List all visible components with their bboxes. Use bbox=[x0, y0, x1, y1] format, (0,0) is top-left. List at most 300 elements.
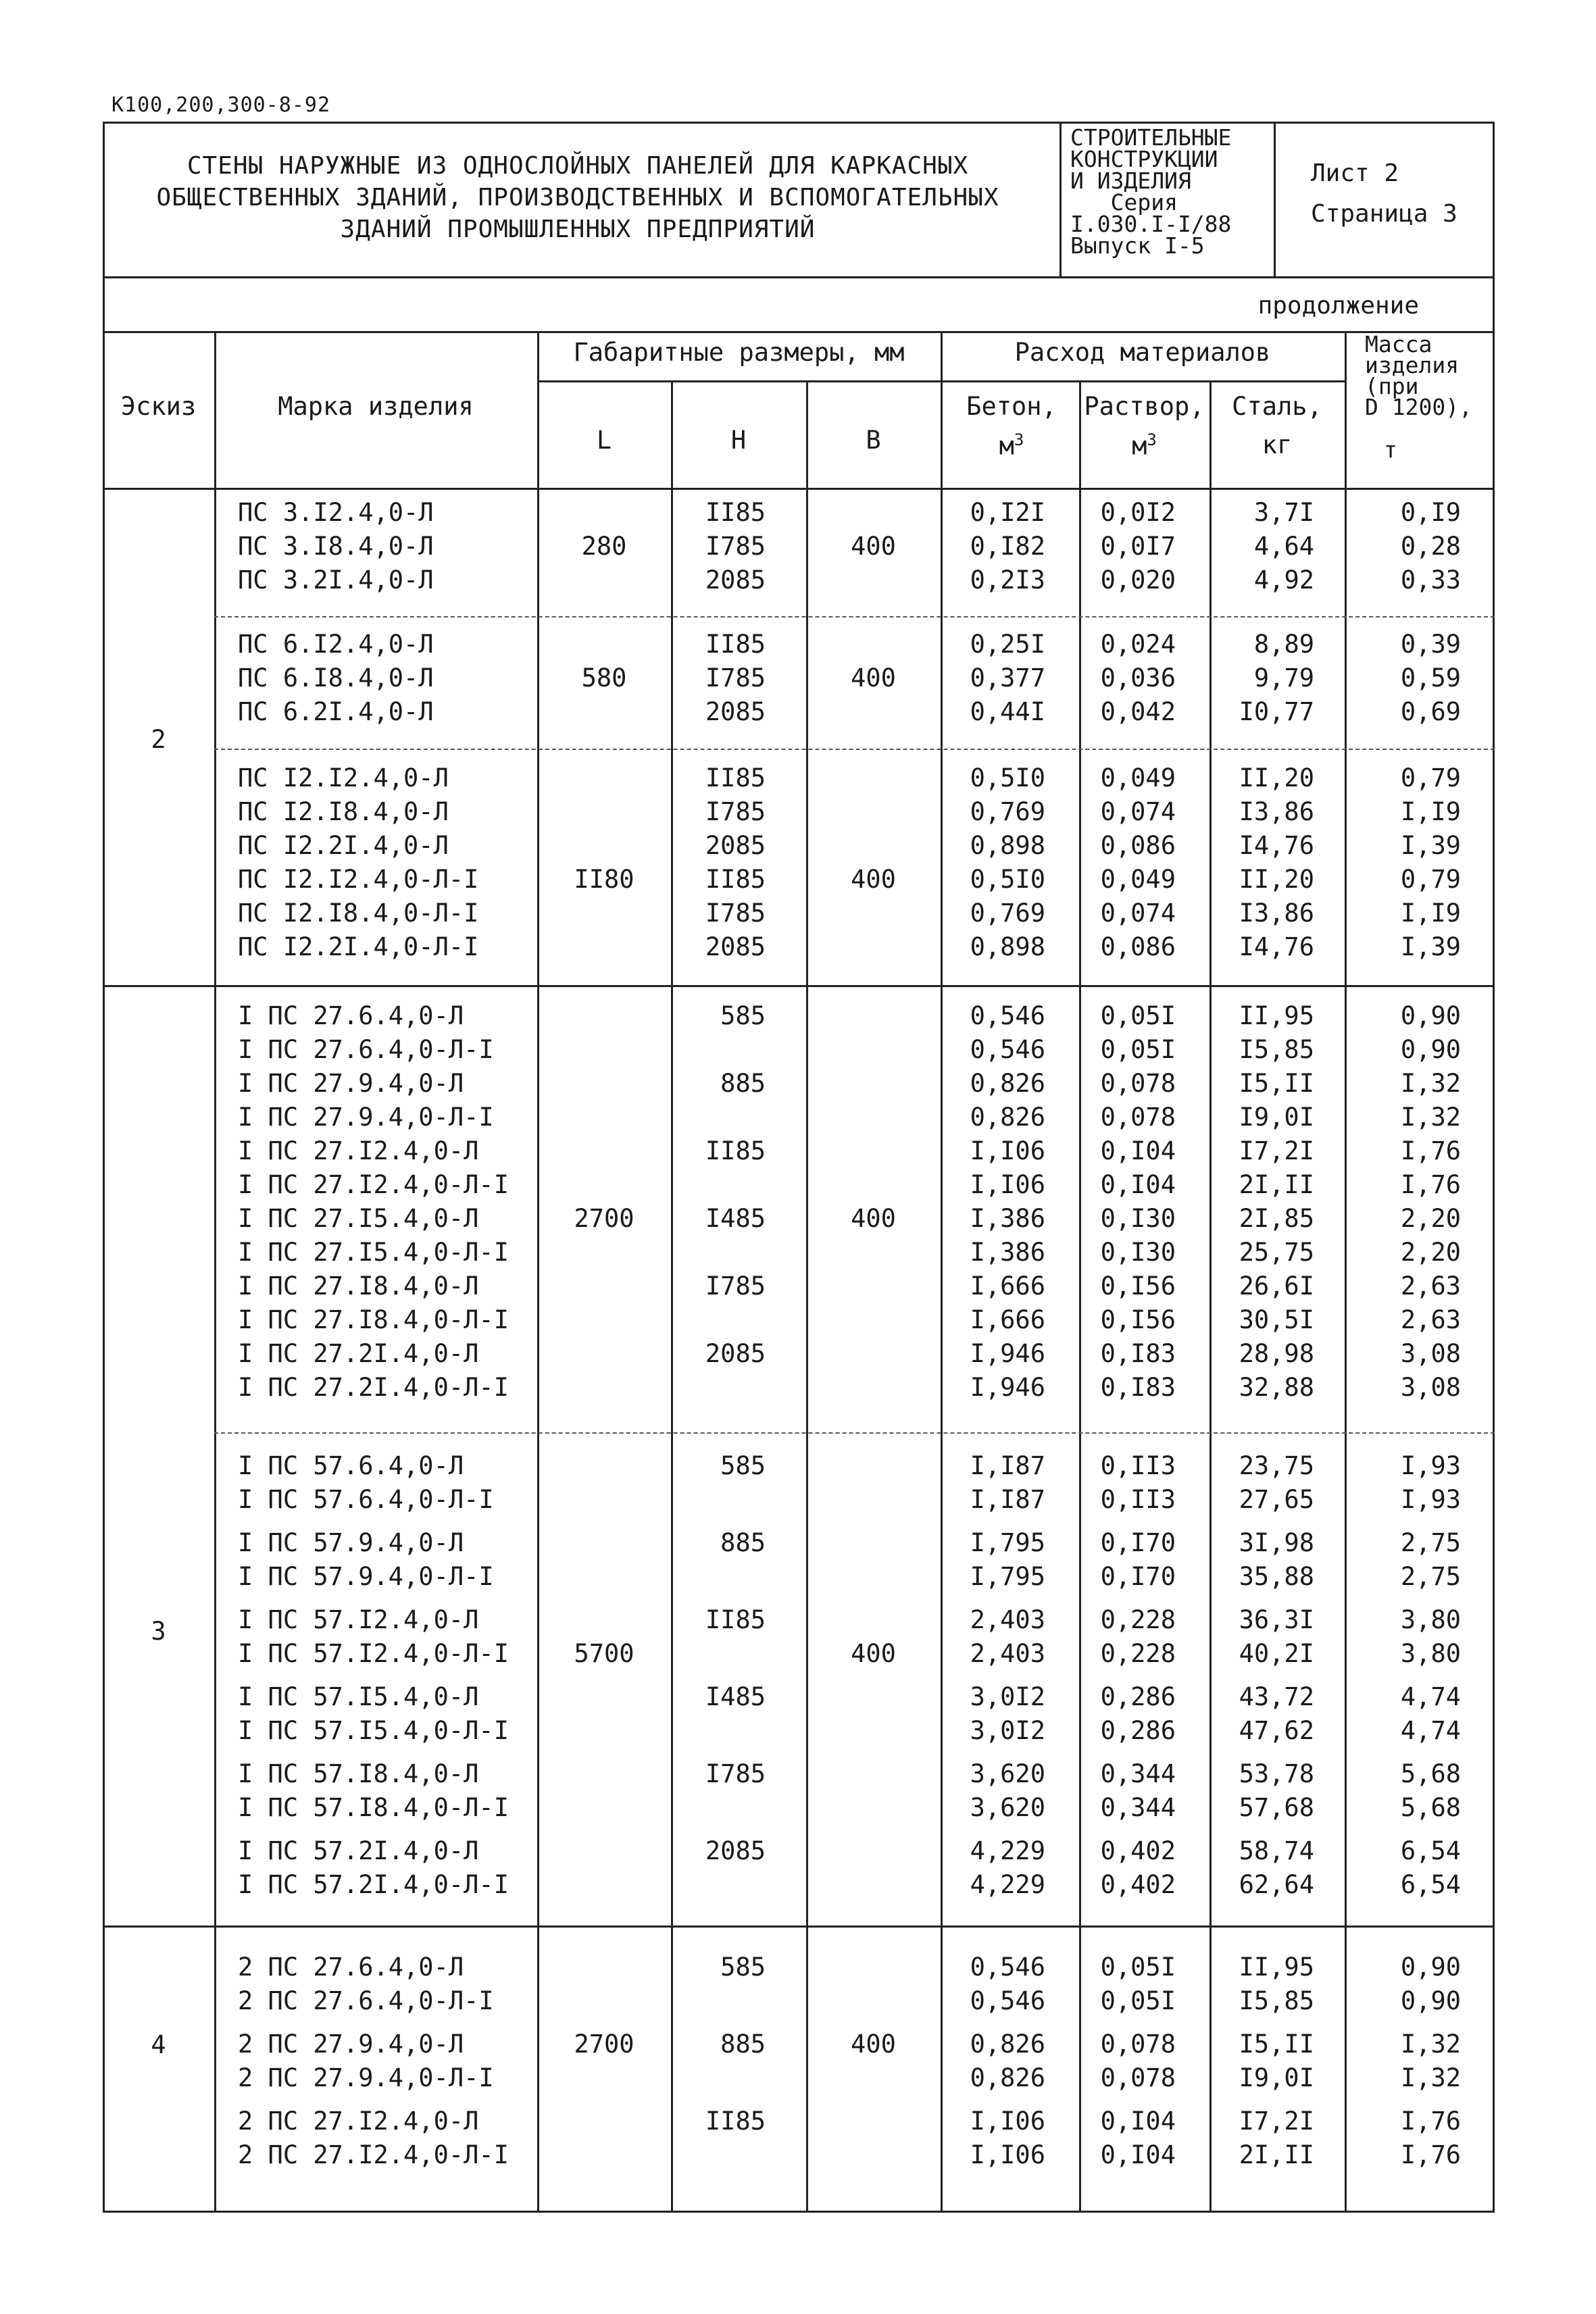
concrete-cell: I,386 bbox=[970, 1204, 1045, 1233]
concrete-cell: 0,769 bbox=[970, 899, 1045, 928]
h-cell: 585 bbox=[720, 1451, 766, 1480]
h-cell: II85 bbox=[705, 2107, 766, 2136]
h-cell: 2085 bbox=[705, 932, 766, 961]
mark-cell: 2 ПС 27.6.4,0-Л-I bbox=[238, 1986, 494, 2015]
mortar-cell: 0,286 bbox=[1100, 1716, 1176, 1745]
mass-cell: 3,08 bbox=[1400, 1339, 1461, 1368]
h-cell: 585 bbox=[720, 1001, 766, 1030]
concrete-cell: I,795 bbox=[970, 1528, 1045, 1557]
title-line: ОБЩЕСТВЕННЫХ ЗДАНИЙ, ПРОИЗВОДСТВЕННЫХ И ВСПОМОГАТЕЛЬНЫХ bbox=[156, 184, 999, 211]
mark-cell: I ПС 27.9.4,0-Л-I bbox=[238, 1103, 494, 1132]
steel-cell: I7,2I bbox=[1239, 2107, 1314, 2136]
mark-cell: I ПС 27.2I.4,0-Л bbox=[238, 1339, 479, 1368]
mass-cell: 4,74 bbox=[1400, 1682, 1461, 1711]
mass-cell: 0,79 bbox=[1400, 763, 1461, 793]
steel-cell: 3,7I bbox=[1253, 498, 1314, 527]
series-line: И ИЗДЕЛИЯ bbox=[1070, 168, 1191, 194]
title-divider-2 bbox=[1274, 122, 1276, 278]
mark-cell: ПС 6.I8.4,0-Л bbox=[238, 663, 434, 693]
steel-cell: II,95 bbox=[1239, 1001, 1314, 1030]
mass-cell: I,I9 bbox=[1400, 797, 1461, 826]
header-mass bbox=[1345, 331, 1495, 463]
series-info bbox=[1070, 124, 1232, 259]
h-cell: I785 bbox=[705, 663, 766, 693]
mark-cell: I ПС 57.6.4,0-Л bbox=[238, 1451, 464, 1480]
concrete-cell: I,386 bbox=[970, 1238, 1045, 1267]
concrete-cell: 0,546 bbox=[970, 1035, 1045, 1064]
h-cell: 2085 bbox=[705, 1836, 766, 1865]
mark-cell: I ПС 57.I2.4,0-Л bbox=[238, 1605, 479, 1634]
steel-cell: 4,64 bbox=[1253, 532, 1314, 561]
steel-cell: 27,65 bbox=[1239, 1485, 1314, 1514]
mortar-cell: 0,05I bbox=[1100, 1035, 1176, 1064]
mass-cell: 0,I9 bbox=[1400, 498, 1461, 527]
mortar-cell: 0,I83 bbox=[1100, 1373, 1176, 1402]
header-L: L bbox=[596, 426, 612, 455]
steel-cell: I5,II bbox=[1239, 2030, 1314, 2059]
mass-cell: 3,80 bbox=[1400, 1605, 1461, 1634]
concrete-cell: 0,826 bbox=[970, 1103, 1045, 1132]
mark-cell: I ПС 57.2I.4,0-Л-I bbox=[238, 1870, 509, 1899]
header-mortar bbox=[1079, 392, 1210, 460]
mortar-cell: 0,I04 bbox=[1100, 1170, 1176, 1199]
concrete-cell: 2,403 bbox=[970, 1639, 1045, 1668]
mortar-cell: 0,049 bbox=[1100, 763, 1176, 793]
steel-cell: I5,II bbox=[1239, 1069, 1314, 1098]
mortar-cell: 0,II3 bbox=[1100, 1485, 1176, 1514]
mass-cell: 0,90 bbox=[1400, 1001, 1461, 1030]
h-cell: II85 bbox=[705, 865, 766, 894]
mass-cell: 0,28 bbox=[1400, 532, 1461, 561]
mass-cell: 0,33 bbox=[1400, 565, 1461, 595]
document-title bbox=[108, 150, 1047, 245]
steel-cell: II,20 bbox=[1239, 763, 1314, 793]
mark-cell: 2 ПС 27.6.4,0-Л bbox=[238, 1953, 464, 1982]
steel-cell: I5,85 bbox=[1239, 1986, 1314, 2015]
mark-cell: I ПС 27.I8.4,0-Л bbox=[238, 1272, 479, 1301]
mark-cell: ПС I2.2I.4,0-Л bbox=[238, 831, 449, 860]
mortar-cell: 0,036 bbox=[1100, 663, 1176, 693]
concrete-cell: 3,0I2 bbox=[970, 1682, 1045, 1711]
mortar-cell: 0,I56 bbox=[1100, 1272, 1176, 1301]
header-mass-line: D 1200), bbox=[1365, 394, 1472, 420]
mortar-cell: 0,402 bbox=[1100, 1836, 1176, 1865]
mark-cell: ПС 6.I2.4,0-Л bbox=[238, 630, 434, 659]
mass-cell: I,39 bbox=[1400, 932, 1461, 961]
mass-cell: 2,20 bbox=[1400, 1238, 1461, 1267]
mark-cell: ПС I2.I8.4,0-Л bbox=[238, 797, 449, 826]
l-cell: 2700 bbox=[574, 2030, 634, 2059]
title-line: ЗДАНИЙ ПРОМЫШЛЕННЫХ ПРЕДПРИЯТИЙ bbox=[340, 216, 816, 243]
col-line-mark bbox=[537, 331, 539, 2213]
mass-cell: I,32 bbox=[1400, 1069, 1461, 1098]
col-line-H bbox=[806, 380, 808, 2213]
mass-cell: I,32 bbox=[1400, 2063, 1461, 2092]
mass-cell: 2,20 bbox=[1400, 1204, 1461, 1233]
mortar-cell: 0,078 bbox=[1100, 2063, 1176, 2092]
steel-cell: 2I,85 bbox=[1239, 1204, 1314, 1233]
mortar-cell: 0,086 bbox=[1100, 831, 1176, 860]
mark-cell: I ПС 27.I5.4,0-Л-I bbox=[238, 1238, 509, 1267]
concrete-cell: I,I87 bbox=[970, 1485, 1045, 1514]
h-cell: II85 bbox=[705, 1136, 766, 1165]
sheet-number: Лист 2 bbox=[1311, 159, 1399, 187]
h-cell: 2085 bbox=[705, 831, 766, 860]
mortar-cell: 0,I83 bbox=[1100, 1339, 1176, 1368]
steel-cell: 2I,II bbox=[1239, 1170, 1314, 1199]
l-cell: 580 bbox=[581, 663, 627, 693]
mass-cell: I,93 bbox=[1400, 1451, 1461, 1480]
mortar-cell: 0,078 bbox=[1100, 2030, 1176, 2059]
mortar-cell: 0,I04 bbox=[1100, 1136, 1176, 1165]
l-cell: II80 bbox=[574, 865, 634, 894]
group-separator bbox=[214, 1432, 1495, 1434]
steel-cell: I4,76 bbox=[1239, 932, 1314, 961]
steel-cell: I9,0I bbox=[1239, 1103, 1314, 1132]
mark-cell: I ПС 57.6.4,0-Л-I bbox=[238, 1485, 494, 1514]
sketch-cell: 4 bbox=[151, 2030, 166, 2059]
mark-cell: I ПС 27.9.4,0-Л bbox=[238, 1069, 464, 1098]
header-mass-line: (при bbox=[1365, 373, 1419, 399]
steel-cell: II,20 bbox=[1239, 865, 1314, 894]
group-separator bbox=[214, 616, 1495, 618]
mortar-cell: 0,086 bbox=[1100, 932, 1176, 961]
mass-cell: 2,63 bbox=[1400, 1272, 1461, 1301]
steel-cell: 4,92 bbox=[1253, 565, 1314, 595]
mortar-cell: 0,I70 bbox=[1100, 1528, 1176, 1557]
steel-cell: 23,75 bbox=[1239, 1451, 1314, 1480]
mark-cell: I ПС 27.6.4,0-Л-I bbox=[238, 1035, 494, 1064]
concrete-cell: 0,I2I bbox=[970, 498, 1045, 527]
series-line: КОНСТРУКЦИИ bbox=[1070, 146, 1218, 172]
mortar-cell: 0,II3 bbox=[1100, 1451, 1176, 1480]
steel-cell: I9,0I bbox=[1239, 2063, 1314, 2092]
steel-cell: 47,62 bbox=[1239, 1716, 1314, 1745]
steel-cell: I0,77 bbox=[1239, 697, 1314, 726]
h-cell: I485 bbox=[705, 1682, 766, 1711]
steel-cell: I4,76 bbox=[1239, 831, 1314, 860]
steel-cell: 32,88 bbox=[1239, 1373, 1314, 1402]
mark-cell: 2 ПС 27.9.4,0-Л-I bbox=[238, 2063, 494, 2092]
mass-cell: 5,68 bbox=[1400, 1759, 1461, 1788]
mark-cell: I ПС 27.I2.4,0-Л bbox=[238, 1136, 479, 1165]
concrete-cell: 2,403 bbox=[970, 1605, 1045, 1634]
steel-cell: 62,64 bbox=[1239, 1870, 1314, 1899]
steel-cell: 30,5I bbox=[1239, 1305, 1314, 1334]
mortar-cell: 0,344 bbox=[1100, 1793, 1176, 1822]
header-mass-line: т bbox=[1384, 436, 1397, 463]
h-cell: II85 bbox=[705, 763, 766, 793]
steel-cell: 2I,II bbox=[1239, 2140, 1314, 2169]
col-line-sketch bbox=[214, 331, 216, 2213]
mark-cell: ПС 3.I8.4,0-Л bbox=[238, 532, 434, 561]
steel-cell: 9,79 bbox=[1253, 663, 1314, 693]
mortar-cell: 0,286 bbox=[1100, 1682, 1176, 1711]
header-concrete-unit: $м^3$ bbox=[999, 430, 1024, 461]
concrete-cell: 3,620 bbox=[970, 1759, 1045, 1788]
mortar-cell: 0,0I2 bbox=[1100, 498, 1176, 527]
mass-cell: 0,90 bbox=[1400, 1986, 1461, 2015]
mark-cell: I ПС 27.2I.4,0-Л-I bbox=[238, 1373, 509, 1402]
mark-cell: I ПС 27.I2.4,0-Л-I bbox=[238, 1170, 509, 1199]
steel-cell: 58,74 bbox=[1239, 1836, 1314, 1865]
mass-cell: I,76 bbox=[1400, 2107, 1461, 2136]
header-bottom-line bbox=[103, 488, 1495, 490]
header-concrete bbox=[944, 392, 1079, 460]
concrete-cell: 0,I82 bbox=[970, 532, 1045, 561]
mark-cell: ПС I2.I2.4,0-Л bbox=[238, 763, 449, 793]
mark-cell: I ПС 57.9.4,0-Л-I bbox=[238, 1562, 494, 1591]
mass-cell: 0,90 bbox=[1400, 1035, 1461, 1064]
mass-cell: 0,79 bbox=[1400, 865, 1461, 894]
mortar-cell: 0,042 bbox=[1100, 697, 1176, 726]
concrete-cell: 0,377 bbox=[970, 663, 1045, 693]
mortar-cell: 0,I30 bbox=[1100, 1238, 1176, 1267]
mass-cell: 0,90 bbox=[1400, 1953, 1461, 1982]
h-cell: 2085 bbox=[705, 697, 766, 726]
header-B: B bbox=[866, 426, 881, 455]
mortar-cell: 0,05I bbox=[1100, 1001, 1176, 1030]
mortar-cell: 0,05I bbox=[1100, 1953, 1176, 1982]
col-line-materials bbox=[1345, 331, 1347, 2213]
header-steel-unit: кг bbox=[1262, 430, 1293, 459]
steel-cell: 53,78 bbox=[1239, 1759, 1314, 1788]
h-cell: I785 bbox=[705, 1759, 766, 1788]
concrete-cell: 0,546 bbox=[970, 1986, 1045, 2015]
mortar-cell: 0,402 bbox=[1100, 1870, 1176, 1899]
concrete-cell: I,666 bbox=[970, 1272, 1045, 1301]
b-cell: 400 bbox=[851, 1204, 896, 1233]
mark-cell: ПС 6.2I.4,0-Л bbox=[238, 697, 434, 726]
steel-cell: 36,3I bbox=[1239, 1605, 1314, 1634]
mark-cell: I ПС 57.I5.4,0-Л-I bbox=[238, 1716, 509, 1745]
concrete-cell: 4,229 bbox=[970, 1836, 1045, 1865]
mark-cell: I ПС 27.6.4,0-Л bbox=[238, 1001, 464, 1030]
mark-cell: I ПС 27.I8.4,0-Л-I bbox=[238, 1305, 509, 1334]
concrete-cell: 4,229 bbox=[970, 1870, 1045, 1899]
group-separator bbox=[103, 985, 1495, 987]
mass-cell: 0,39 bbox=[1400, 630, 1461, 659]
concrete-cell: 0,546 bbox=[970, 1001, 1045, 1030]
mortar-cell: 0,078 bbox=[1100, 1069, 1176, 1098]
h-cell: I785 bbox=[705, 899, 766, 928]
mass-cell: 5,68 bbox=[1400, 1793, 1461, 1822]
mortar-cell: 0,228 bbox=[1100, 1639, 1176, 1668]
b-cell: 400 bbox=[851, 2030, 896, 2059]
mass-cell: I,I9 bbox=[1400, 899, 1461, 928]
mark-cell: 2 ПС 27.I2.4,0-Л bbox=[238, 2107, 479, 2136]
h-cell: 885 bbox=[720, 1069, 766, 1098]
mass-cell: 4,74 bbox=[1400, 1716, 1461, 1745]
concrete-cell: I,795 bbox=[970, 1562, 1045, 1591]
page-number: Страница 3 bbox=[1311, 200, 1457, 228]
concrete-cell: 0,826 bbox=[970, 2030, 1045, 2059]
header-materials: Расход материалов bbox=[1014, 338, 1271, 367]
h-cell: I785 bbox=[705, 532, 766, 561]
mortar-cell: 0,0I7 bbox=[1100, 532, 1176, 561]
mark-cell: I ПС 57.9.4,0-Л bbox=[238, 1528, 464, 1557]
mass-cell: 2,63 bbox=[1400, 1305, 1461, 1334]
h-cell: 2085 bbox=[705, 565, 766, 595]
header-concrete-label: Бетон, bbox=[966, 392, 1057, 421]
header-top-line bbox=[103, 331, 1495, 333]
concrete-cell: 0,25I bbox=[970, 630, 1045, 659]
mortar-cell: 0,020 bbox=[1100, 565, 1176, 595]
sketch-cell: 2 bbox=[151, 725, 166, 754]
sketch-cell: 3 bbox=[151, 1617, 166, 1646]
mark-cell: I ПС 57.I5.4,0-Л bbox=[238, 1682, 479, 1711]
mortar-cell: 0,024 bbox=[1100, 630, 1176, 659]
mass-cell: 6,54 bbox=[1400, 1836, 1461, 1865]
series-line: Серия bbox=[1070, 189, 1178, 216]
concrete-cell: 0,898 bbox=[970, 831, 1045, 860]
concrete-cell: 0,769 bbox=[970, 797, 1045, 826]
mark-cell: I ПС 27.I5.4,0-Л bbox=[238, 1204, 479, 1233]
mass-cell: 0,69 bbox=[1400, 697, 1461, 726]
steel-cell: 25,75 bbox=[1239, 1238, 1314, 1267]
steel-cell: 57,68 bbox=[1239, 1793, 1314, 1822]
mark-cell: 2 ПС 27.I2.4,0-Л-I bbox=[238, 2140, 509, 2169]
mortar-cell: 0,078 bbox=[1100, 1103, 1176, 1132]
group-separator bbox=[103, 1926, 1495, 1928]
concrete-cell: I,946 bbox=[970, 1339, 1045, 1368]
mass-cell: 2,75 bbox=[1400, 1562, 1461, 1591]
header-H: H bbox=[730, 426, 747, 455]
mass-cell: 2,75 bbox=[1400, 1528, 1461, 1557]
concrete-cell: 3,0I2 bbox=[970, 1716, 1045, 1745]
mark-cell: I ПС 57.I8.4,0-Л-I bbox=[238, 1793, 509, 1822]
concrete-cell: 0,2I3 bbox=[970, 565, 1045, 595]
concrete-cell: I,946 bbox=[970, 1373, 1045, 1402]
mark-cell: ПС I2.I8.4,0-Л-I bbox=[238, 899, 479, 928]
mortar-cell: 0,228 bbox=[1100, 1605, 1176, 1634]
concrete-cell: 0,826 bbox=[970, 1069, 1045, 1098]
steel-cell: I7,2I bbox=[1239, 1136, 1314, 1165]
concrete-cell: I,I06 bbox=[970, 1170, 1045, 1199]
header-mark: Марка изделия bbox=[278, 392, 474, 421]
mortar-cell: 0,I30 bbox=[1100, 1204, 1176, 1233]
mass-cell: I,93 bbox=[1400, 1485, 1461, 1514]
concrete-cell: I,I06 bbox=[970, 2107, 1045, 2136]
mortar-cell: 0,05I bbox=[1100, 1986, 1176, 2015]
steel-cell: 8,89 bbox=[1253, 630, 1314, 659]
series-line: I.030.I-I/88 bbox=[1070, 211, 1232, 237]
concrete-cell: I,I06 bbox=[970, 1136, 1045, 1165]
header-mass-line: изделия bbox=[1365, 352, 1460, 378]
mass-cell: I,76 bbox=[1400, 2140, 1461, 2169]
title-divider-1 bbox=[1059, 122, 1062, 278]
l-cell: 5700 bbox=[574, 1639, 634, 1668]
concrete-cell: 0,5I0 bbox=[970, 865, 1045, 894]
mark-cell: 2 ПС 27.9.4,0-Л bbox=[238, 2030, 464, 2059]
mark-cell: ПС 3.I2.4,0-Л bbox=[238, 498, 434, 527]
mark-cell: I ПС 57.2I.4,0-Л bbox=[238, 1836, 479, 1865]
steel-cell: II,95 bbox=[1239, 1953, 1314, 1982]
series-line: Выпуск I-5 bbox=[1070, 232, 1205, 259]
steel-cell: 3I,98 bbox=[1239, 1528, 1314, 1557]
h-cell: 885 bbox=[720, 1528, 766, 1557]
steel-cell: I5,85 bbox=[1239, 1035, 1314, 1064]
steel-cell: 26,6I bbox=[1239, 1272, 1314, 1301]
mortar-cell: 0,074 bbox=[1100, 899, 1176, 928]
concrete-cell: I,I87 bbox=[970, 1451, 1045, 1480]
mortar-cell: 0,049 bbox=[1100, 865, 1176, 894]
title-line: СТЕНЫ НАРУЖНЫЕ ИЗ ОДНОСЛОЙНЫХ ПАНЕЛЕЙ ДЛЯ КАРКАСНЫХ bbox=[186, 152, 969, 180]
header-sketch: Эскиз bbox=[120, 392, 197, 421]
document-code: К100,200,300-8-92 bbox=[111, 93, 331, 117]
header-mortar-unit: $м^3$ bbox=[1132, 430, 1157, 461]
concrete-cell: 0,826 bbox=[970, 2063, 1045, 2092]
h-cell: I785 bbox=[705, 797, 766, 826]
mass-cell: 3,80 bbox=[1400, 1639, 1461, 1668]
steel-cell: I3,86 bbox=[1239, 797, 1314, 826]
b-cell: 400 bbox=[851, 532, 896, 561]
mortar-cell: 0,I04 bbox=[1100, 2107, 1176, 2136]
concrete-cell: I,I06 bbox=[970, 2140, 1045, 2169]
mass-cell: I,39 bbox=[1400, 831, 1461, 860]
mortar-cell: 0,I04 bbox=[1100, 2140, 1176, 2169]
concrete-cell: 0,546 bbox=[970, 1953, 1045, 1982]
mortar-cell: 0,I70 bbox=[1100, 1562, 1176, 1591]
header-mortar-label: Раствор, bbox=[1084, 392, 1205, 421]
h-cell: II85 bbox=[705, 498, 766, 527]
mark-cell: I ПС 57.I8.4,0-Л bbox=[238, 1759, 479, 1788]
b-cell: 400 bbox=[851, 663, 896, 693]
b-cell: 400 bbox=[851, 865, 896, 894]
mortar-cell: 0,I56 bbox=[1100, 1305, 1176, 1334]
concrete-cell: 0,5I0 bbox=[970, 763, 1045, 793]
steel-cell: 43,72 bbox=[1239, 1682, 1314, 1711]
h-cell: 2085 bbox=[705, 1339, 766, 1368]
mass-cell: 0,59 bbox=[1400, 663, 1461, 693]
header-steel-label: Сталь, bbox=[1232, 392, 1322, 421]
series-line: СТРОИТЕЛЬНЫЕ bbox=[1070, 124, 1232, 151]
h-cell: 885 bbox=[720, 2030, 766, 2059]
concrete-cell: 0,898 bbox=[970, 932, 1045, 961]
mass-cell: 3,08 bbox=[1400, 1373, 1461, 1402]
mark-cell: I ПС 57.I2.4,0-Л-I bbox=[238, 1639, 509, 1668]
header-mass-line: Масса bbox=[1365, 331, 1432, 357]
mark-cell: ПС 3.2I.4,0-Л bbox=[238, 565, 434, 595]
continuation-label: продолжение bbox=[1257, 292, 1419, 320]
concrete-cell: 3,620 bbox=[970, 1793, 1045, 1822]
concrete-cell: I,666 bbox=[970, 1305, 1045, 1334]
mass-cell: 6,54 bbox=[1400, 1870, 1461, 1899]
l-cell: 2700 bbox=[574, 1204, 634, 1233]
concrete-cell: 0,44I bbox=[970, 697, 1045, 726]
mortar-cell: 0,074 bbox=[1100, 797, 1176, 826]
h-cell: I785 bbox=[705, 1272, 766, 1301]
mark-cell: ПС I2.2I.4,0-Л-I bbox=[238, 932, 479, 961]
mass-cell: I,76 bbox=[1400, 1170, 1461, 1199]
steel-cell: 28,98 bbox=[1239, 1339, 1314, 1368]
b-cell: 400 bbox=[851, 1639, 896, 1668]
h-cell: 585 bbox=[720, 1953, 766, 1982]
mass-cell: I,32 bbox=[1400, 1103, 1461, 1132]
l-cell: 280 bbox=[581, 532, 627, 561]
steel-cell: 40,2I bbox=[1239, 1639, 1314, 1668]
header-dims: Габаритные размеры, мм bbox=[573, 338, 905, 367]
group-separator bbox=[214, 749, 1495, 750]
header-steel bbox=[1210, 392, 1345, 459]
h-cell: II85 bbox=[705, 1605, 766, 1634]
mortar-cell: 0,344 bbox=[1100, 1759, 1176, 1788]
h-cell: II85 bbox=[705, 630, 766, 659]
steel-cell: 35,88 bbox=[1239, 1562, 1314, 1591]
mass-cell: I,76 bbox=[1400, 1136, 1461, 1165]
steel-cell: I3,86 bbox=[1239, 899, 1314, 928]
h-cell: I485 bbox=[705, 1204, 766, 1233]
